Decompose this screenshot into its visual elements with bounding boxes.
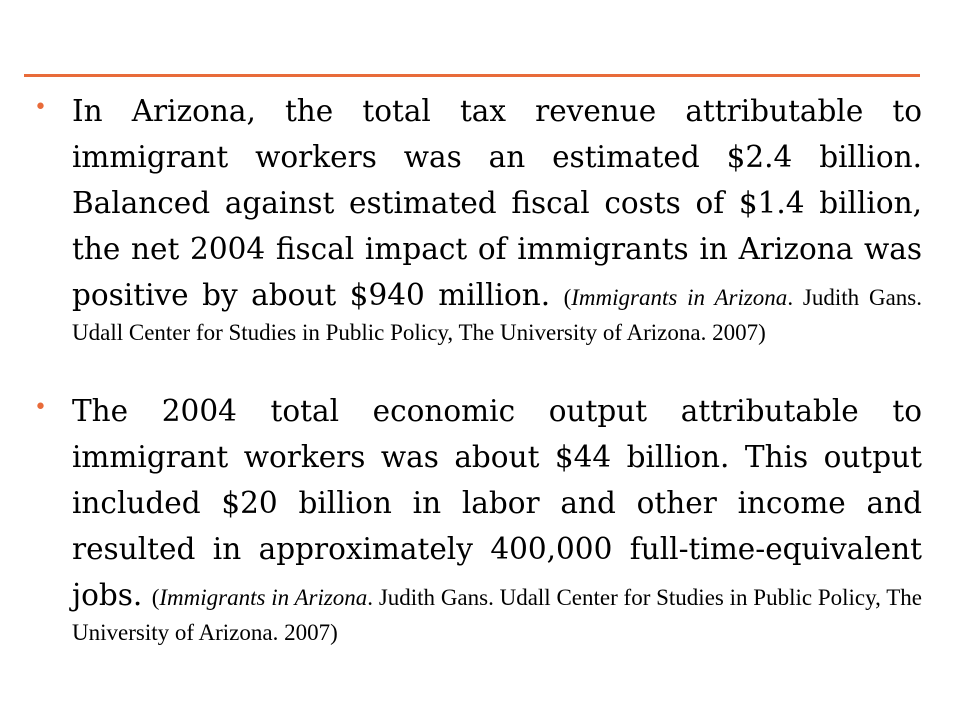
bullet-item-economic-output [34,388,922,648]
citation-rest: . Judith Gans. Udall Center for Studies in Public Policy, The University of Arizona. 2007) [72,285,923,345]
bullet-text: The 2004 total economic output attributable to immigrant workers was about $44 billion. This output included $20 billion in labor and other income and resulted in approximately 400,000 full-time-equivalent jobs. [72,394,922,612]
citation [72,585,922,645]
bullet-text: In Arizona, the total tax revenue attributable to immigrant workers was an estimated $2.4 billion. Balanced against estimated fiscal costs of $1.4 billion, the net 2004 fiscal impact of immigrants in Arizona was positive by about $940 million. [72,94,922,312]
bullet-marker-icon: • [34,95,47,120]
citation-title: Immigrants in Arizona [159,585,368,610]
citation-rest: . Judith Gans. Udall Center for Studies in Public Policy, The University of Arizona. 2007) [72,585,922,645]
citation-open: ( [563,285,572,310]
bullet-list [34,88,922,648]
bullet-item-fiscal-impact [34,88,922,348]
citation-title: Immigrants in Arizona [571,285,788,310]
title-divider-rule [24,74,920,77]
citation-open: ( [151,585,160,610]
bullet-marker-icon: • [34,395,47,420]
